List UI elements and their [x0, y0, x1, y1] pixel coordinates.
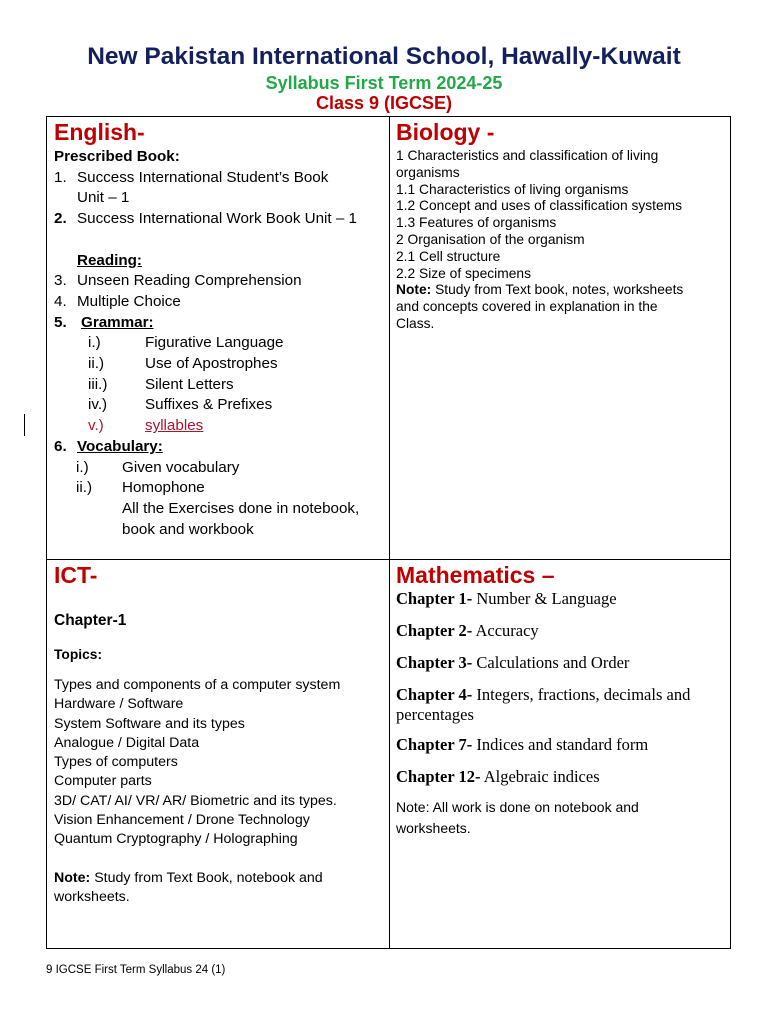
list-number: 2.	[54, 210, 67, 228]
vocabulary-heading: Vocabulary:	[77, 437, 163, 455]
chapter-label: Chapter 4-	[396, 685, 473, 704]
list-item: Multiple Choice	[77, 292, 181, 310]
topic-line: Vision Enhancement / Drone Technology	[54, 812, 310, 829]
math-note: Note: All work is done on notebook and	[396, 799, 639, 815]
topic-line: 1.3 Features of organisms	[396, 215, 557, 231]
sublist-number: iii.)	[88, 375, 108, 393]
sublist-item: Homophone	[122, 479, 205, 497]
sublist-item: Figurative Language	[145, 334, 284, 352]
list-number: 1.	[54, 168, 67, 186]
grammar-heading: Grammar:	[81, 313, 154, 331]
math-note: worksheets.	[396, 819, 471, 836]
topic-line: Types and components of a computer system	[54, 677, 341, 693]
chapter-text: Integers, fractions, decimals and	[472, 685, 691, 704]
sublist-item: Suffixes & Prefixes	[145, 396, 273, 414]
biology-title: Biology -	[396, 119, 495, 145]
school-title: New Pakistan International School, Hawally-Kuwait	[87, 43, 681, 70]
topic-line: 1.2 Concept and uses of classification systems	[396, 198, 683, 214]
chapter-text: Indices and standard form	[472, 735, 649, 754]
chapter-text: Number & Language	[472, 589, 617, 608]
prescribed-book-label: Prescribed Book:	[54, 148, 180, 165]
sublist-item: Use of Apostrophes	[145, 355, 278, 373]
chapter-label: Chapter 3-	[396, 653, 473, 672]
chapter-label: Chapter 7-	[396, 735, 473, 754]
list-number: 6.	[54, 437, 67, 455]
list-item: Success International Work Book Unit – 1	[77, 210, 357, 228]
chapter-label: Chapter 2-	[396, 621, 473, 640]
mathematics-title: Mathematics –	[396, 562, 555, 588]
topic-line: Quantum Cryptography / Holographing	[54, 831, 298, 848]
chapter-label: Chapter 1-	[396, 589, 473, 608]
chapter-text-continued: percentages	[396, 705, 474, 724]
english-title: English-	[54, 119, 145, 145]
class-title: Class 9 (IGCSE)	[315, 93, 453, 113]
topic-line: organisms	[396, 164, 460, 180]
english-cell	[47, 117, 390, 560]
topic-line: 2 Organisation of the organism	[396, 231, 585, 247]
sublist-number: i.)	[76, 458, 89, 476]
ict-chapter: Chapter-1	[54, 612, 127, 629]
reading-heading: Reading:	[77, 251, 142, 269]
text-cursor	[24, 414, 25, 436]
topic-line: Hardware / Software	[54, 696, 184, 713]
topic-line: 2.2 Size of specimens	[396, 265, 531, 281]
sublist-number: v.)	[88, 417, 104, 435]
list-number: 3.	[54, 272, 67, 290]
note-label: Note:	[54, 869, 91, 886]
chapter-label: Chapter 12-	[396, 767, 481, 786]
sublist-number: iv.)	[88, 396, 108, 414]
sublist-item-syllables: syllables	[145, 417, 204, 435]
note-text: Study from Text book, notes, worksheets	[431, 282, 684, 298]
chapter-text: Calculations and Order	[472, 653, 630, 672]
biology-cell	[390, 117, 731, 560]
sublist-number: ii.)	[88, 355, 105, 373]
chapter-text: Algebraic indices	[480, 767, 600, 786]
exercise-note: All the Exercises done in notebook,	[122, 499, 360, 517]
note-text: Study from Text Book, notebook and	[90, 869, 323, 886]
note-label: Note:	[396, 282, 432, 298]
topics-label: Topics:	[54, 647, 103, 662]
document-footer: 9 IGCSE First Term Syllabus 24 (1)	[46, 964, 226, 976]
exercise-note: book and workbook	[122, 520, 254, 538]
topic-line: 1.1 Characteristics of living organisms	[396, 181, 629, 197]
sublist-item: Silent Letters	[145, 375, 234, 393]
list-item: Success International Student’s Book	[77, 168, 329, 186]
topic-line: Analogue / Digital Data	[54, 734, 200, 751]
sublist-number: ii.)	[76, 479, 93, 497]
mathematics-cell	[390, 560, 731, 949]
chapter-text: Accuracy	[472, 621, 539, 640]
note-text: worksheets.	[54, 889, 130, 906]
sublist-item: Given vocabulary	[122, 458, 240, 476]
topic-line: System Software and its types	[54, 715, 245, 732]
syllabus-table	[46, 116, 731, 949]
topic-line: Computer parts	[54, 773, 152, 790]
list-number: 4.	[54, 292, 67, 310]
sublist-number: i.)	[88, 334, 101, 352]
topic-line: 1 Characteristics and classification of living	[396, 148, 659, 163]
syllabus-term: Syllabus First Term 2024-25	[265, 73, 503, 93]
note-text: and concepts covered in explanation in the	[396, 299, 658, 315]
list-item-continued: Unit – 1	[77, 189, 130, 207]
ict-cell	[47, 560, 390, 949]
topic-line: 3D/ CAT/ AI/ VR/ AR/ Biometric and its types.	[54, 792, 337, 809]
note-text: Class.	[396, 315, 435, 331]
ict-title: ICT-	[54, 562, 98, 588]
list-item: Unseen Reading Comprehension	[77, 272, 302, 290]
topic-line: Types of computers	[54, 754, 178, 771]
topic-line: 2.1 Cell structure	[396, 248, 501, 264]
list-number: 5.	[54, 313, 67, 331]
